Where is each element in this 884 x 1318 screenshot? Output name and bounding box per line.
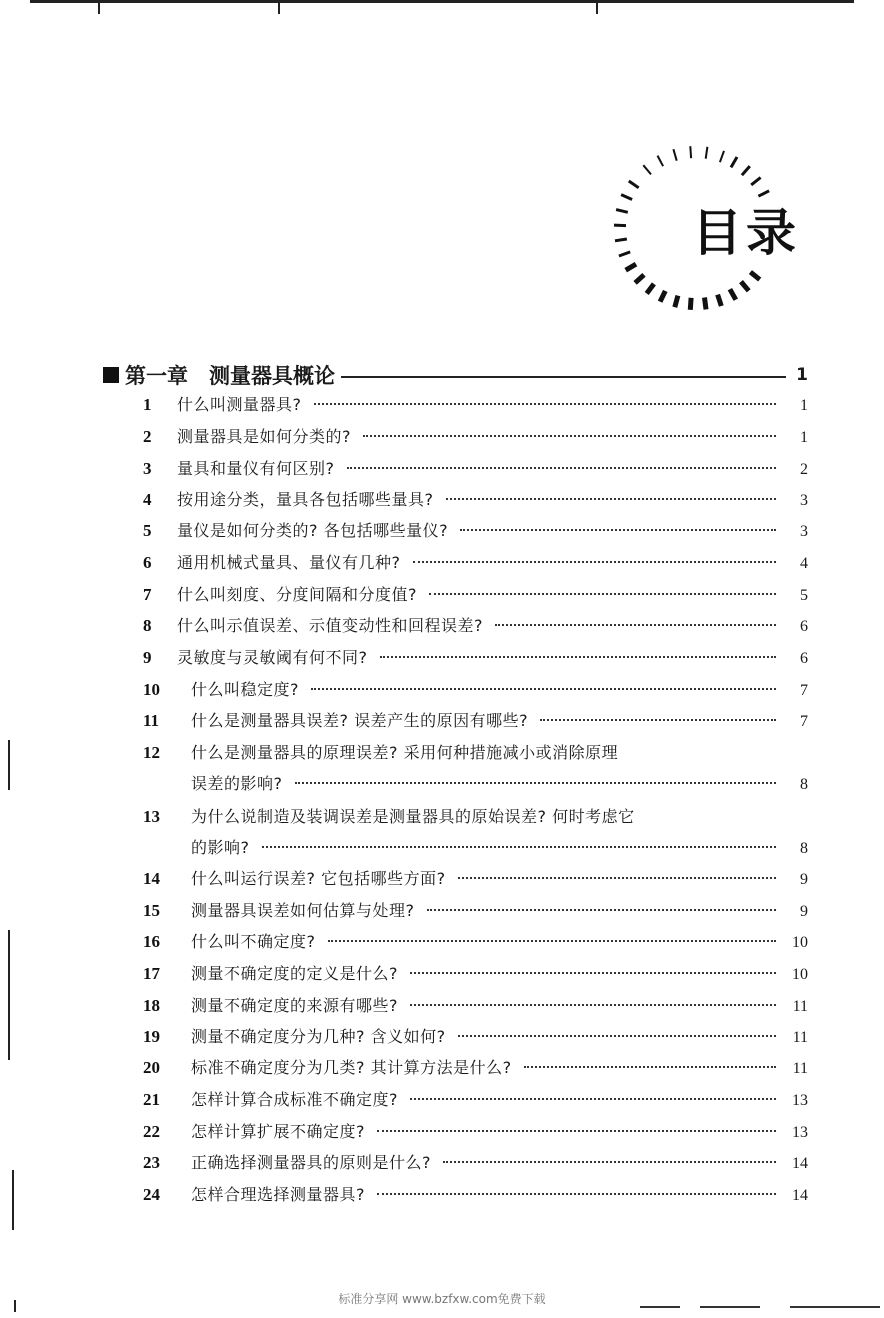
toc-entry-page-number: 14 (792, 1187, 808, 1204)
toc-entry-title: 标准不确定度分为几类? 其计算方法是什么? (191, 1058, 512, 1077)
toc-leader-dots (413, 561, 777, 563)
radial-dash (635, 275, 644, 283)
toc-entry-title: 量仪是如何分类的? 各包括哪些量仪? (177, 521, 449, 540)
toc-entry-line (143, 708, 808, 739)
chapter-page-number: 1 (796, 365, 808, 385)
toc-entry-line (143, 1024, 808, 1055)
toc-entry-title: 怎样计算合成标准不确定度? (191, 1090, 398, 1109)
toc-entry-number: 2 (143, 427, 152, 446)
toc-entry-title: 测量不确定度分为几种? 含义如何? (191, 1027, 446, 1046)
radial-dash (675, 296, 678, 308)
toc-leader-dots (295, 782, 777, 784)
toc-entry-page-number: 6 (800, 618, 808, 635)
toc-entry-number: 8 (143, 616, 152, 635)
toc-entry-number: 6 (143, 553, 152, 572)
toc-entry[interactable] (143, 424, 808, 455)
toc-entry[interactable] (143, 804, 808, 866)
toc-entry-title: 通用机械式量具、量仪有几种? (177, 553, 401, 572)
radial-dash (690, 298, 691, 310)
toc-entry-line (143, 898, 808, 929)
radial-dash (647, 284, 654, 294)
toc-entry-number: 24 (143, 1185, 160, 1204)
toc-entry-number: 20 (143, 1058, 160, 1077)
radial-dash (619, 252, 630, 256)
toc-leader-dots (410, 1004, 776, 1006)
toc-entry[interactable] (143, 1055, 808, 1086)
toc-leader-dots (458, 1035, 776, 1037)
toc-leader-dots (495, 624, 776, 626)
radial-dash (690, 146, 691, 158)
toc-entry-title: 灵敏度与灵敏阈有何不同? (177, 648, 368, 667)
toc-leader-dots (443, 1161, 776, 1163)
toc-entry-number: 4 (143, 490, 152, 509)
toc-entry-title: 怎样计算扩展不确定度? (191, 1122, 365, 1141)
toc-entry-number: 14 (143, 869, 160, 888)
toc-entry-line (143, 582, 808, 613)
toc-entry-number: 19 (143, 1027, 160, 1046)
radial-dash (658, 156, 664, 167)
toc-entry-number: 1 (143, 395, 152, 414)
toc-entry-line (143, 1182, 808, 1213)
scan-tick (278, 0, 280, 14)
toc-leader-dots (460, 529, 776, 531)
toc-entry-number: 9 (143, 648, 152, 667)
toc-entry-page-number: 10 (792, 934, 808, 951)
radial-dash (626, 264, 636, 270)
toc-entry[interactable] (143, 993, 808, 1024)
toc-entry-line (143, 866, 808, 897)
toc-entry[interactable] (143, 613, 808, 644)
toc-entry-number: 10 (143, 680, 160, 699)
toc-entry[interactable] (143, 677, 808, 708)
toc-entry[interactable] (143, 1024, 808, 1055)
radial-dash (660, 291, 665, 302)
toc-entry-number: 23 (143, 1153, 160, 1172)
top-scan-border (30, 0, 854, 13)
toc-entry-line (143, 518, 808, 549)
toc-entry-number: 5 (143, 521, 152, 540)
toc-entry[interactable] (143, 961, 808, 992)
toc-entry-page-number: 1 (800, 429, 808, 446)
toc-entry-title: 按用途分类，量具各包括哪些量具? (177, 490, 434, 509)
watermark-footer: 标准分享网 www.bzfxw.com免费下载 (338, 1292, 546, 1306)
toc-entry-number: 22 (143, 1122, 160, 1141)
toc-entry-line (143, 487, 808, 518)
toc-entry-page-number: 2 (800, 461, 808, 478)
toc-leader-dots (377, 1193, 776, 1195)
toc-entry-number: 12 (143, 743, 160, 762)
radial-dash (616, 210, 628, 213)
toc-leader-dots (446, 498, 777, 500)
toc-entry-title: 测量器具是如何分类的? (177, 427, 351, 446)
toc-entry-page-number: 8 (800, 840, 808, 857)
toc-entry-number: 7 (143, 585, 152, 604)
toc-entry[interactable] (143, 518, 808, 549)
toc-entry[interactable] (143, 487, 808, 518)
toc-entry-line (143, 1150, 808, 1181)
toc-entry[interactable] (143, 1150, 808, 1181)
radial-dash (614, 225, 626, 226)
toc-entry-title: 什么叫稳定度? (191, 680, 299, 699)
toc-entry-title-continued: 的影响? (191, 838, 250, 857)
toc-entry-number: 18 (143, 996, 160, 1015)
toc-entry-page-number: 14 (792, 1155, 808, 1172)
toc-entry-line (143, 929, 808, 960)
radial-dash (751, 178, 760, 185)
radial-dash (742, 166, 750, 175)
toc-entry-number: 17 (143, 964, 160, 983)
toc-entry-page-number: 13 (792, 1092, 808, 1109)
toc-entry-page-number: 3 (800, 523, 808, 540)
toc-entry[interactable] (143, 708, 808, 739)
toc-entry-page-number: 9 (800, 871, 808, 888)
radial-dash (615, 239, 627, 241)
radial-dash (706, 147, 708, 159)
toc-entry-page-number: 6 (800, 650, 808, 667)
toc-entry-line (143, 677, 808, 708)
toc-leader-dots (410, 1098, 776, 1100)
toc-entry-line (143, 1087, 808, 1118)
toc-entry-title: 怎样合理选择测量器具? (191, 1185, 365, 1204)
toc-entry-page-number: 8 (800, 776, 808, 793)
toc-entry[interactable] (143, 1087, 808, 1118)
toc-leader-dots (524, 1066, 776, 1068)
chapter-marker-icon (103, 367, 119, 383)
toc-entry[interactable] (143, 456, 808, 487)
toc-leader-dots (427, 909, 777, 911)
toc-entry-title: 什么叫刻度、分度间隔和分度值? (177, 585, 417, 604)
toc-entry-page-number: 10 (792, 966, 808, 983)
toc-entry-title: 为什么说制造及装调误差是测量器具的原始误差? 何时考虑它 (191, 807, 635, 826)
radial-dash (705, 298, 707, 310)
toc-entry-line (143, 392, 808, 423)
contents-title: 目录 (692, 204, 800, 262)
toc-entry-page-number: 11 (792, 1060, 808, 1077)
toc-entry-continuation (143, 771, 808, 802)
radial-dash (741, 282, 749, 291)
toc-leader-dots (377, 1130, 776, 1132)
toc-entry-title: 测量不确定度的定义是什么? (191, 964, 398, 983)
radial-dash (621, 195, 632, 200)
toc-entry[interactable] (143, 392, 808, 423)
toc-entry-title: 量具和量仪有何区别? (177, 459, 335, 478)
toc-entry-title: 什么叫不确定度? (191, 932, 316, 951)
chapter-title: 第一章 测量器具概论 (125, 364, 335, 388)
radial-dash (643, 165, 651, 174)
toc-entry[interactable] (143, 1182, 808, 1213)
toc-leader-dots (363, 435, 776, 437)
toc-entry-title: 测量器具误差如何估算与处理? (191, 901, 415, 920)
toc-leader-dots (328, 940, 777, 942)
toc-entry[interactable] (143, 645, 808, 676)
toc-entry[interactable] (143, 550, 808, 581)
toc-entry-page-number: 7 (800, 713, 808, 730)
chapter-leader-line (341, 376, 786, 378)
scan-tick (8, 740, 10, 790)
radial-dash (718, 295, 722, 306)
toc-entry-line (143, 993, 808, 1024)
scan-tick (12, 1170, 14, 1230)
toc-entry-title: 测量不确定度的来源有哪些? (191, 996, 398, 1015)
toc-entry-line (143, 804, 808, 835)
scan-tick (8, 930, 10, 1060)
radial-dash (730, 289, 736, 300)
toc-entry[interactable] (143, 740, 808, 802)
toc-entry-title: 什么叫测量器具? (177, 395, 302, 414)
toc-leader-dots (314, 403, 777, 405)
toc-entry-page-number: 1 (800, 397, 808, 414)
toc-entry-page-number: 13 (792, 1124, 808, 1141)
toc-entry[interactable] (143, 582, 808, 613)
toc-entry-number: 3 (143, 459, 152, 478)
toc-entry[interactable] (143, 898, 808, 929)
scan-tick (596, 0, 598, 14)
toc-leader-dots (458, 877, 776, 879)
toc-leader-dots (347, 467, 777, 469)
radial-dash (673, 149, 676, 161)
toc-entry-line (143, 961, 808, 992)
radial-dash (750, 272, 759, 280)
chapter-heading[interactable] (103, 358, 808, 392)
scan-tick (98, 0, 100, 14)
toc-entry-page-number: 9 (800, 903, 808, 920)
radial-dash (720, 151, 724, 162)
toc-entry-title: 什么是测量器具的原理误差? 采用何种措施减小或消除原理 (191, 743, 619, 762)
toc-entry-number: 11 (143, 711, 160, 730)
toc-entry-number: 13 (143, 807, 160, 826)
radial-dash (731, 157, 737, 167)
toc-entry-page-number: 11 (792, 1029, 808, 1046)
toc-entry[interactable] (143, 1119, 808, 1150)
radial-dash (629, 181, 639, 188)
toc-leader-dots (262, 846, 777, 848)
toc-entry-line (143, 613, 808, 644)
toc-entry-page-number: 7 (800, 682, 808, 699)
toc-entry-page-number: 5 (800, 587, 808, 604)
toc-entry-line (143, 456, 808, 487)
toc-leader-dots (380, 656, 777, 658)
toc-entry-line (143, 740, 808, 771)
toc-entry-page-number: 4 (800, 555, 808, 572)
toc-entry-line (143, 645, 808, 676)
toc-entry-title: 什么叫示值误差、示值变动性和回程误差? (177, 616, 483, 635)
toc-entry-title: 正确选择测量器具的原则是什么? (191, 1153, 431, 1172)
toc-leader-dots (311, 688, 776, 690)
toc-entry-title-continued: 误差的影响? (191, 774, 283, 793)
toc-entry-line (143, 1055, 808, 1086)
toc-entry-number: 15 (143, 901, 160, 920)
toc-entry-line (143, 424, 808, 455)
toc-entry-page-number: 11 (792, 998, 808, 1015)
toc-entry-number: 16 (143, 932, 160, 951)
toc-entry[interactable] (143, 866, 808, 897)
toc-entry-page-number: 3 (800, 492, 808, 509)
toc-entry-line (143, 1119, 808, 1150)
toc-entry-title: 什么叫运行误差? 它包括哪些方面? (191, 869, 446, 888)
toc-entry[interactable] (143, 929, 808, 960)
toc-entry-continuation (143, 835, 808, 866)
toc-leader-dots (429, 593, 776, 595)
toc-leader-dots (410, 972, 776, 974)
toc-entry-line (143, 550, 808, 581)
toc-entry-title: 什么是测量器具误差? 误差产生的原因有哪些? (191, 711, 529, 730)
toc-entry-number: 21 (143, 1090, 160, 1109)
toc-leader-dots (540, 719, 776, 721)
